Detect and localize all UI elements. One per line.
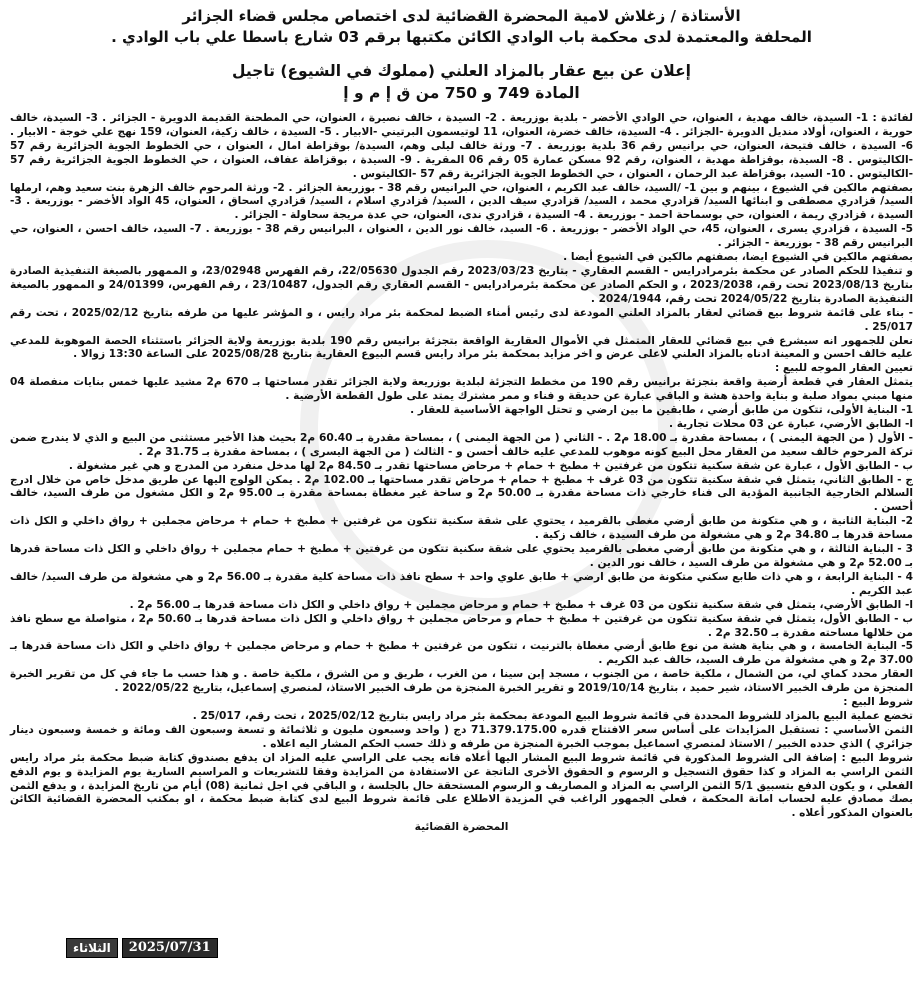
body-paragraph: لفائدة : 1- السيدة، خالف مهدية ، العنوان، حي الوادي الأخضر - بلدية بوزريعة . 2- السيدة ، خالف نصيرة ، العنوان، حي المطحنة القديمة الدويرة - الجزائر . 3- السيدة، خالف حورية ، العنوان، أولاد منديل الدويرة -الجزائر . 4- السيدة، خالف خضرة، العنوان، 11 لوتيسمون البرتيني -الابيار . 5- السيدة ، خالف زكية، العنوان، 159 نهج علي خوجة - الابيار . 6- السيدة ، خالف فتيحة، العنوان، حي برانيس رقم 36 بلدية بوزريعة . 7- ورثة خالف ليلى وهم، السيدة/ بوقزاطة امال ، العنوان ، حي الخطوط الجوية الجزائرية رقم 57 -الكاليتوس . 8- السيدة، بوقزاطة مهدية ، العنوان، رقم 92 مسكن عمارة 05 رقم 06 المقرية . 9- السيدة ، بوقزاطة عفاف، العنوان ، حي الخطوط الجوية الجزائرية رقم 57 -الكاليتوس . 10- السيد، بوقزاطة عبد الرحمان ، العنوان ، حي الخطوط الجوية الجزائرية رقم 57 -الكاليتوس . xyxy=(10,112,913,180)
body-paragraph: 5- السيدة ، قزادري يسرى ، العنوان، 45، حي الواد الأخضر - بوزريعة . 6- السيد، خالف نور الدين ، العنوان ، البرانيس رقم 38 - بوزريعة . 7- السيد، خالف احسن ، العنوان، حي البرانيس رقم 38 - بوزريعة - الجزائر . xyxy=(10,223,914,250)
bailiff-header-line-1: الأستاذة / زغلاش لامية المحضرة القضائية لدى اختصاص مجلس قضاء الجزائر xyxy=(182,7,741,25)
body-paragraph: العقار محدد كماي لي، من الشمال ، ملكية خاصة ، من الجنوب ، مسجد إبن سينا ، من الغرب ، طريق و من الشرق ، ملكية خاصة . و هذا حسب ما جاء في كل من تقرير الخبرة المنجزة من طرف الخبير الاستاذ، شير حميد ، بتاريخ 2019/10/14 و تقرير الخبرة المنجزة من طرف الخبير الاستاذ، لمنصري إسماعيل، بتاريخ 2022/05/22 . xyxy=(10,668,913,695)
body-paragraph: شروط البيع : xyxy=(843,696,913,709)
bailiff-header-line-2: المحلفة والمعتمدة لدى محكمة باب الوادي الكائن مكتبها برقم 03 شارع باسطا علي باب الوادي . xyxy=(111,28,812,46)
body-paragraph: يتمثل العقار في قطعة أرضية واقعة بتجزئة برانيس رقم 190 من مخطط التجزئة لبلدية بوزريعة ولاية الجزائر تقدر مساحتها بـ 670 م2 مشيد عليها خمس بنايات منفصلة 04 منها مبني بمواد صلبة و بناية واحدة هشة و الباقي عبارة عن حديقة و فناء و ممر مشترك يمتد على طول القطعة الأرضية . xyxy=(10,376,913,403)
body-paragraph: ج - الطابق الثاني، يتمثل في شقة سكنية تتكون من 03 غرف + مطبخ + حمام + مرحاض تقدر مساحتها بـ 102.00 م2 . يمكن الولوج اليها عن طريق مدخل خاص من خلال ادرج السلالم الخارجية الجانبية المؤدية الى فناء خارجي ذات مساحة مقدرة بـ 50.00 م2 و ساحة غير مغطاة بمساحة مقدرة بـ 95.00 م2 و الكل مشغول من طرف السيد، خالف أحسن . xyxy=(10,473,914,514)
body-paragraph: 4 - البناية الرابعة ، و هي ذات طابع سكني متكونة من طابق ارضي + طابق علوي واحد + سطح نافذ ذات مساحة كلية مقدرة بـ 56.00 م2 و هي مشغولة من طرف السيد/ خالف عبد الكريم . xyxy=(10,570,914,597)
publication-day: الثلاثاء xyxy=(66,938,118,958)
body-paragraph: نعلن للجمهور انه سيشرع في بيع قضائي للعقار المتمثل في الأموال العقارية الواقعة بتجزئة برانيس رقم 190 بلدية بوزريعة ولاية الجزائر باستثناء الحصة الموهوبة للمدعي عليه خالف احسن و المعينة ادناه بالمزاد العلني لاعلى عرض و اخر مزايد بمحكمة بئر مراد رايس قسم البيوع العقارية بتاريخ 2025/08/28 على الساعة 13:30 زوالا . xyxy=(10,334,913,361)
notice-title: إعلان عن بيع عقار بالمزاد العلني (مملوك في الشيوع) تاجيل xyxy=(232,62,691,80)
body-paragraph: ا- الطابق الأرضي، عبارة عن 03 محلات تجارية . xyxy=(669,417,913,430)
footer-date-bar xyxy=(66,938,218,958)
body-paragraph: بصفتهم مالكين في الشيوع ايضا، بصفتهم مالكين في الشيوع أيضا . xyxy=(563,251,913,264)
body-paragraph: ب - الطابق الأول، يتمثل في شقة سكنية تتكون من غرفتين + مطبخ + حمام و مرحاض مجملين + رواق داخلي و الكل ذات مساحة قدرها بـ 50.60 م2 ، متواصلة مع سطح نافذ من خلالها مساحته مقدرة بـ 32.50 م2 . xyxy=(10,612,913,639)
body-paragraph: تخضع عملية البيع بالمزاد للشروط المحددة في قائمة شروط البيع المودعة بمحكمة بئر مراد رايس بتاريخ 2025/02/12 ، تحت رقم، 25/017 . xyxy=(192,709,913,722)
body-paragraph: 2- البناية الثانية ، و هي متكونة من طابق أرضي مغطى بالقرميد ، يحتوي على شقة سكنية تتكون من غرفتين + مطبخ + حمام + مرحاض مجملين + رواق داخلي و الكل ذات مساحة قدرها بـ 34.80 م2 و هي مشغولة من طرف السيدة ، خالف زكية . xyxy=(10,515,913,542)
body-paragraph: شروط البيع : إضافة الى الشروط المذكورة في قائمة شروط البيع المشار اليها أعلاه فانه يجب على الراسي عليه المزاد ان يدفع بصندوق كتابة ضبط محكمة بئر مراد رايس الثمن الراسي به المزاد و كذا حقوق التسجيل و الرسوم و الحقوق الأخرى الناتجة عن الاستفادة من المزايدة وفقا للتشريعات و المراسيم السارية يوم المزايدة و يوم الدفع الفعلي ، و يكون الدفع بتسبيق 5/1 الثمن الراسي به المزاد و المصاريف و الرسوم المستحقة حال بالجلسة ، و الباقي في اجل ثمانية (08) أيام من تاريخ المزايدة ، و يدفع الثمن بصك مصادق عليه لحساب امانة المحكمة ، فعلى الجمهور الراغب في المزيدة الاطلاع على قائمة شروط البيع لدى كتابة ضبط محكمة ، او بمكتب المحضرة القضائية الكائن بالعنوان المذكور أعلاه . xyxy=(10,751,913,820)
notice-articles: المادة 749 و 750 من ق إ م و إ xyxy=(343,84,580,102)
body-paragraph: تعيين العقار الموجه للبيع : xyxy=(774,362,913,375)
body-paragraph: 5- البناية الخامسة ، و هي بناية هشة من نوع طابق أرضي مغطاة بالترنيت ، تتكون من غرفتين + مطبخ + حمام و مرحاض مجملين + رواق داخلي و الكل ذات مساحة قدرها بـ 37.00 م2 و هي مشغولة من طرف السيد، خالف عبد الكريم . xyxy=(10,640,913,667)
body-paragraph: الثمن الأساسي : تستقبل المزايدات على أساس سعر الافتتاح قدره 71.379.175.00 دج ( واحد وسبعون مليون و ثلاثمائة و تسعة وسبعون الف ومائة و خمسة وسبعون دينار جزائري ) الذي حدده الخبير / الاستاذ لمنصري اسماعيل بموجب الخبرة المنجزة من طرفه و ذلك حسب الحكم المشار اليه اعلاه . xyxy=(10,723,913,750)
body-paragraph: المحضرة القضائية xyxy=(414,821,509,834)
body-paragraph: 1- البناية الأولى، تتكون من طابق أرضي ، طابقين ما بين ارضي و تحتل الواجهة الأساسية للعقار . xyxy=(410,404,913,417)
notice-body xyxy=(10,112,913,835)
body-paragraph: بصفتهم مالكين في الشيوع ، بينهم و بين 1- /السيد، خالف عبد الكريم ، العنوان، حي البرانيس رقم 38 - بوزريعة الجزائر . 2- ورثة المرحوم خالف الزهرة بنت سعيد وهم، ارملها السيد/ قزادري مصطفى و ابنائها السيد/ قزادري محمد ، السيد/ قزادري سيف الدين ، السيد/ قزادري اسلام ، السيد/ قزادري اسحاق ، العنوان، 45 الواد الأخضر - بوزريعة . 3- السيدة ، قزادري ريمة ، العنوان، حي بوسماحة احمد - بوزريعة . 4- السيدة ، قزادري ندى، العنوان، حي عدة مريجة سحاولة - الجزائر . xyxy=(10,181,913,222)
publication-date: 2025/07/31 xyxy=(122,938,218,958)
body-paragraph: - الأول ( من الجهة اليمنى ) ، بمساحة مقدرة بـ 18.00 م2 . - الثاني ( من الجهة اليمنى ) ، بمساحة مقدرة بـ 60.40 م2 بحيث هذا الأخير مستثنى من البيع و الذي لا يندرج ضمن تركة المرحوم خالف سعيد من العقار محل البيع كونه موهوب للمدعي عليه خالف أحسن و - الثالث ( من الجهة اليسرى ) ، بمساحة مقدرة بـ 31.75 م2 . xyxy=(10,431,913,458)
body-paragraph: ب - الطابق الأول ، عبارة عن شقة سكنية تتكون من غرفتين + مطبخ + حمام + مرحاض مساحتها تقدر بـ 84.50 م2 لها مدخل منفرد من المدرج و هي غير مشغولة . xyxy=(68,459,913,472)
body-paragraph: ا- الطابق الأرضي، يتمثل في شقة سكنية تتكون من 03 غرف + مطبخ + حمام و مرحاض مجملين + رواق داخلي و الكل ذات مساحة قدرها بـ 56.00 م2 . xyxy=(129,598,913,611)
body-paragraph: - بناء على قائمة شروط بيع قضائي لعقار بالمزاد العلني المودعة لدى رئيس أمناء الضبط لمحكمة بئر مراد رايس ، و المؤشر عليها من طرفه بتاريخ 2025/02/12 ، تحت رقم 25/017 . xyxy=(10,306,913,333)
body-paragraph: 3 - البناية الثالثة ، و هي متكونة من طابق أرضي مغطى بالقرميد يحتوي على شقة سكنية تتكون من غرفتين + مطبخ + حمام مجملين + رواق داخلي و الكل ذات مساحة قدرها بـ 52.00 م2 و هي مشغولة من طرف السيد ، خالف نور الدين . xyxy=(10,543,913,569)
body-paragraph: و تنفيذا للحكم الصادر عن محكمة بئرمرادرايس - القسم العقاري - بتاريخ 2023/03/23 رقم الجدول 22/05630، رقم الفهرس 23/02948، و الممهور بالصيغة التنفيذية الصادرة بتاريخ 2023/08/13 تحت رقم، 2023/2038 ، و الحكم الصادر عن محكمة بئرمرادرايس - القسم العقاري رقم الجدول، 23/10487 ، رقم الفهرس، 24/01399 و الممهور بالصيغة التنفيذية الصادرة بتاريخ 2024/05/22 تحت رقم، 2024/1944 . xyxy=(10,264,914,305)
